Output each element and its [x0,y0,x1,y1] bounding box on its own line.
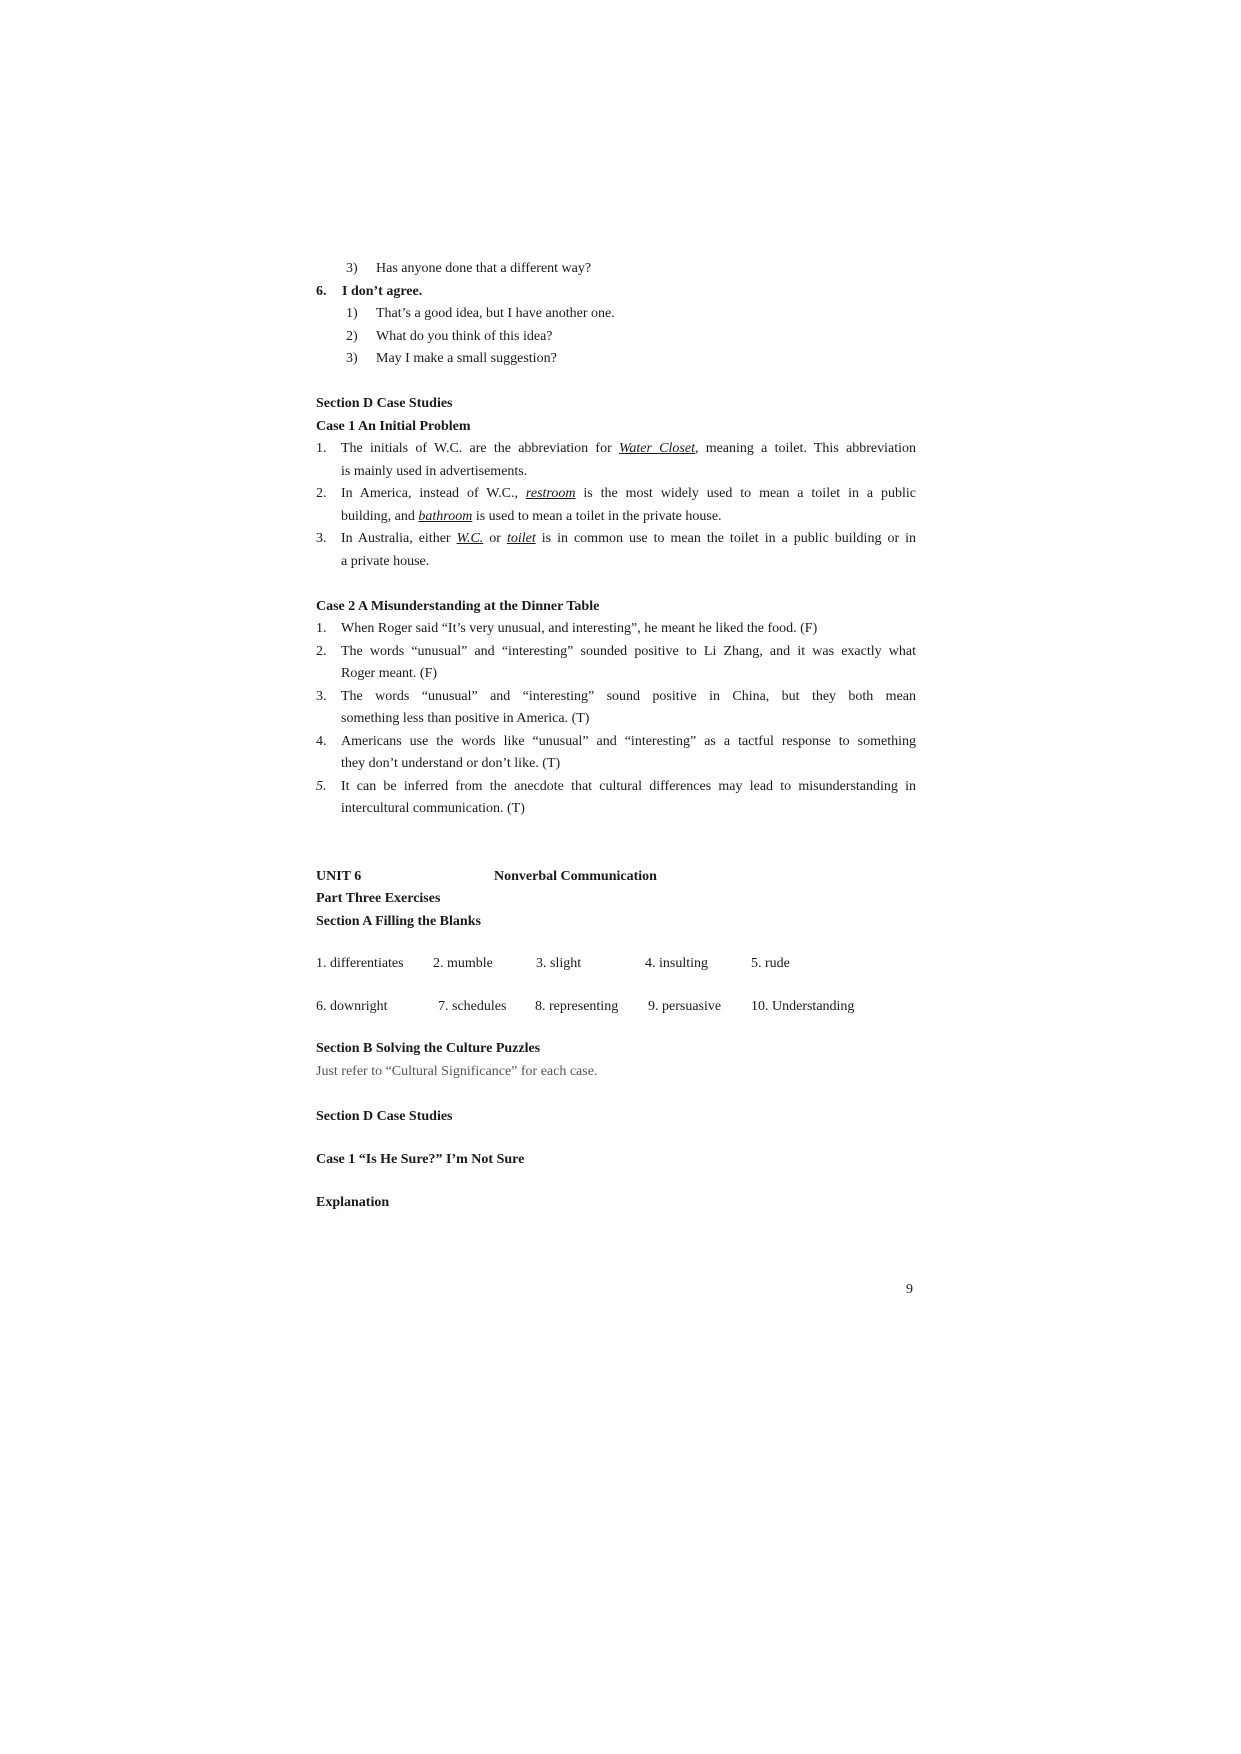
case-item-number: 2. [316,486,327,501]
answer-term: restroom [525,486,576,501]
answer-item: 1. differentiates [316,956,404,971]
case-item-number: 2. [316,644,327,659]
case-item-number: 3. [316,689,327,704]
unit-title: Nonverbal Communication [494,869,657,884]
case-item-text: Americans use the words like “unusual” and “interesting” as a tactful response to something [341,734,916,749]
case-item-number: 1. [316,441,327,456]
case-heading: Case 2 A Misunderstanding at the Dinner Table [316,599,600,614]
case-item-text: When Roger said “It’s very unusual, and interesting”, he meant he liked the food. (F) [341,621,818,636]
case-item-number: 3. [316,531,327,546]
answer-term: toilet [506,531,536,546]
case-heading: Case 1 “Is He Sure?” I’m Not Sure [316,1152,525,1167]
case-item-text: The words “unusual” and “interesting” sound positive in China, but they both mean [341,689,916,704]
answer-item: 9. persuasive [648,999,722,1014]
list-item: 3) Has anyone done that a different way? [346,261,592,276]
section-heading: Section A Filling the Blanks [316,914,481,929]
list-item: 2) What do you think of this idea? [346,329,553,344]
case-item-text: In America, instead of W.C., restroom is the most widely used to mean a toilet in a public [341,486,916,501]
answer-item: 8. representing [535,999,619,1014]
case-item-text-cont: Roger meant. (F) [341,666,438,681]
case-item-text: It can be inferred from the anecdote that cultural differences may lead to misunderstanding in [341,779,916,794]
section-heading: Section D Case Studies [316,1109,453,1124]
answer-item: 10. Understanding [751,999,855,1014]
answer-term: Water Closet [619,441,695,456]
case-item-text-cont: something less than positive in America. (T) [341,711,590,726]
answer-item: 6. downright [316,999,388,1014]
page-number: 9 [906,1282,913,1297]
answer-item: 3. slight [536,956,582,971]
case-heading: Case 1 An Initial Problem [316,419,471,434]
case-item-number: 5. [316,779,327,794]
explanation-heading: Explanation [316,1195,390,1210]
case-item-text-cont: they don’t understand or don’t like. (T) [341,756,561,771]
case-item-text-cont: is mainly used in advertisements. [341,464,528,479]
answer-item: 5. rude [751,956,790,971]
case-item-text: The initials of W.C. are the abbreviation for Water Closet, meaning a toilet. This abbreviation [341,441,916,456]
unit-label: UNIT 6 [316,869,362,884]
answer-term: bathroom [418,509,473,524]
part-heading: Part Three Exercises [316,891,441,906]
list-heading: 6. I don’t agree. [316,284,423,299]
case-item-number: 4. [316,734,327,749]
answer-item: 2. mumble [433,956,493,971]
case-item-text-cont: intercultural communication. (T) [341,801,525,816]
case-item-text-cont: a private house. [341,554,430,569]
section-note: Just refer to “Cultural Significance” for each case. [316,1064,598,1079]
answer-item: 7. schedules [438,999,507,1014]
answer-term: W.C. [456,531,484,546]
case-item-text: The words “unusual” and “interesting” sounded positive to Li Zhang, and it was exactly what [341,644,916,659]
case-item-text: In Australia, either W.C. or toilet is in common use to mean the toilet in a public building or in [341,531,916,546]
list-item: 1) That’s a good idea, but I have another one. [346,306,615,321]
section-heading: Section B Solving the Culture Puzzles [316,1041,541,1056]
list-item: 3) May I make a small suggestion? [346,351,557,366]
case-item-text-cont: building, and bathroom is used to mean a toilet in the private house. [341,509,722,524]
case-item-number: 1. [316,621,327,636]
answer-item: 4. insulting [645,956,709,971]
section-heading: Section D Case Studies [316,396,453,411]
